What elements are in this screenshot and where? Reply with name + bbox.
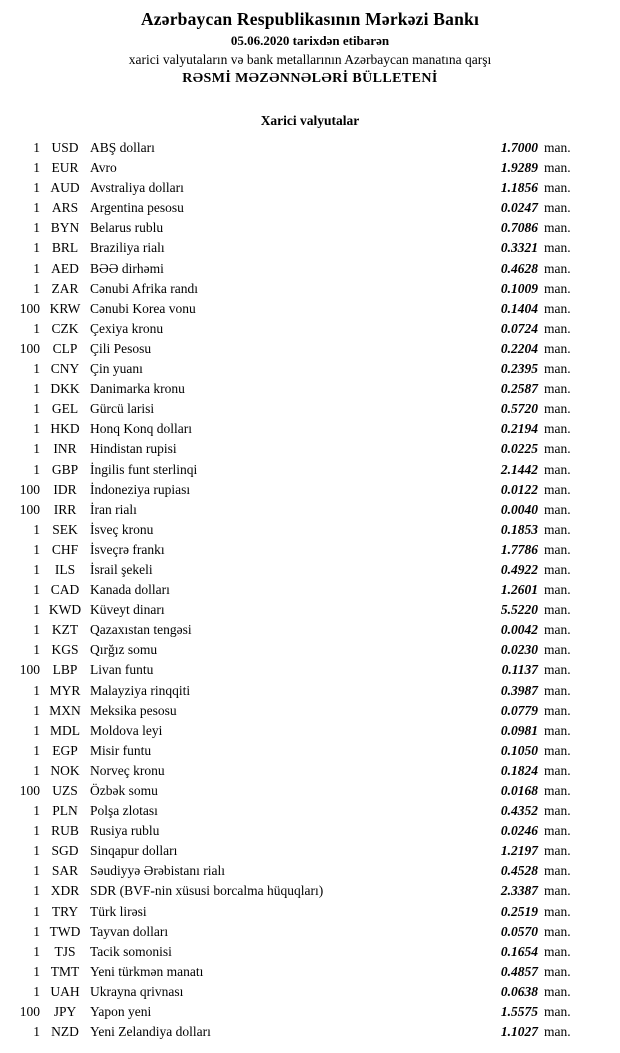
currency-name: Sinqapur dolları — [90, 843, 178, 859]
currency-unit: man. — [544, 983, 571, 999]
currency-rate: 1.1856 — [500, 180, 538, 196]
currency-quantity: 1 — [33, 843, 40, 859]
currency-name: Danimarka kronu — [90, 381, 185, 397]
currency-row — [0, 238, 620, 258]
currency-code: KZT — [51, 622, 79, 638]
currency-unit: man. — [544, 762, 571, 778]
currency-unit: man. — [544, 401, 571, 417]
currency-quantity: 1 — [33, 1024, 40, 1040]
currency-unit: man. — [544, 260, 571, 276]
currency-code: CZK — [51, 320, 79, 336]
currency-code: INR — [53, 441, 77, 457]
currency-code: UAH — [50, 983, 80, 999]
section-title-foreign-currencies: Xarici valyutalar — [260, 113, 360, 128]
currency-quantity: 1 — [33, 160, 40, 176]
currency-name: ABŞ dolları — [90, 140, 155, 155]
currency-row — [0, 841, 620, 861]
currency-rate: 0.1404 — [500, 300, 538, 316]
currency-code: PLN — [52, 803, 78, 819]
currency-quantity: 100 — [19, 340, 40, 356]
currency-code: TRY — [51, 903, 79, 919]
currency-unit: man. — [544, 943, 571, 959]
currency-name: Polşa zlotası — [90, 803, 158, 819]
currency-row — [0, 922, 620, 942]
currency-code: KGS — [51, 642, 79, 658]
currency-code: TMT — [50, 963, 80, 979]
currency-code: MXN — [49, 702, 81, 718]
currency-quantity: 1 — [33, 461, 40, 477]
currency-unit: man. — [544, 863, 571, 879]
currency-rate: 0.4857 — [500, 963, 538, 979]
currency-unit: man. — [544, 722, 571, 738]
currency-name: Moldova leyi — [90, 722, 163, 738]
currency-row — [0, 881, 620, 901]
currency-name: Özbək somu — [90, 783, 158, 798]
currency-rate: 0.2194 — [500, 421, 538, 437]
currency-name: Belarus rublu — [90, 220, 164, 236]
currency-row — [0, 198, 620, 218]
currency-row — [0, 1022, 620, 1042]
currency-name: Kanada dolları — [90, 582, 170, 598]
currency-code: MYR — [49, 682, 81, 698]
currency-rate: 0.4352 — [500, 803, 538, 819]
currency-quantity: 1 — [33, 441, 40, 457]
currency-name: Gürcü larisi — [90, 401, 155, 417]
currency-row — [0, 982, 620, 1002]
currency-rate: 0.0779 — [500, 702, 538, 718]
currency-code: MDL — [50, 722, 80, 738]
currency-row — [0, 218, 620, 238]
currency-rate: 1.1027 — [500, 1024, 538, 1040]
currency-rates-table — [0, 138, 620, 1042]
currency-rate: 0.1654 — [500, 943, 538, 959]
currency-code: IRR — [53, 501, 77, 517]
bulletin-title: RƏSMİ MƏZƏNNƏLƏRİ BÜLLETENİ — [182, 71, 438, 86]
currency-unit: man. — [544, 140, 571, 155]
currency-quantity: 1 — [33, 561, 40, 577]
currency-unit: man. — [544, 481, 571, 497]
currency-name: Tayvan dolları — [90, 923, 169, 939]
currency-row — [0, 660, 620, 680]
currency-code: CAD — [50, 582, 80, 598]
currency-quantity: 1 — [33, 762, 40, 778]
currency-unit: man. — [544, 582, 571, 598]
currency-row — [0, 721, 620, 741]
currency-rate: 0.0042 — [500, 622, 538, 638]
currency-code: SAR — [51, 863, 79, 879]
currency-code: NZD — [51, 1024, 79, 1040]
currency-rate: 0.0122 — [500, 481, 538, 497]
currency-rate: 1.5575 — [500, 1004, 538, 1020]
currency-quantity: 1 — [33, 381, 40, 397]
currency-quantity: 1 — [33, 963, 40, 979]
currency-code: AED — [51, 260, 79, 276]
currency-unit: man. — [544, 1024, 571, 1040]
currency-row — [0, 741, 620, 761]
currency-quantity: 1 — [33, 983, 40, 999]
currency-rate: 0.5720 — [500, 401, 538, 417]
currency-quantity: 1 — [33, 923, 40, 939]
currency-name: Meksika pesosu — [90, 702, 177, 718]
currency-quantity: 1 — [33, 180, 40, 196]
currency-code: GBP — [51, 461, 79, 477]
currency-row — [0, 299, 620, 319]
currency-name: Ukrayna qrivnası — [90, 983, 184, 999]
bank-title: Azərbaycan Respublikasının Mərkəzi Bankı — [140, 9, 480, 29]
currency-rate: 5.5220 — [500, 602, 538, 618]
currency-rate: 0.2519 — [500, 903, 538, 919]
currency-row — [0, 861, 620, 881]
currency-quantity: 1 — [33, 521, 40, 537]
currency-rate: 1.9289 — [500, 160, 538, 176]
currency-code: BRL — [51, 240, 79, 256]
currency-quantity: 100 — [19, 501, 40, 517]
currency-unit: man. — [544, 361, 571, 377]
currency-rate: 0.2395 — [500, 361, 538, 377]
currency-name: Avro — [90, 160, 117, 176]
currency-code: SGD — [51, 843, 79, 859]
currency-unit: man. — [544, 903, 571, 919]
currency-row — [0, 178, 620, 198]
currency-row — [0, 339, 620, 359]
currency-code: LBP — [52, 662, 78, 678]
currency-name: Çili Pesosu — [90, 340, 152, 356]
currency-code: EUR — [51, 160, 79, 176]
currency-name: Küveyt dinarı — [90, 602, 165, 618]
currency-quantity: 1 — [33, 320, 40, 336]
currency-name: BƏƏ dirhəmi — [90, 260, 164, 276]
currency-unit: man. — [544, 300, 571, 316]
currency-code: KWD — [48, 602, 82, 618]
currency-name: SDR (BVF-nin xüsusi borcalma hüquqları) — [90, 883, 324, 899]
currency-quantity: 1 — [33, 622, 40, 638]
currency-name: Yeni türkmən manatı — [90, 963, 204, 979]
currency-unit: man. — [544, 742, 571, 758]
currency-code: BYN — [50, 220, 80, 236]
currency-name: Tacik somonisi — [90, 943, 172, 959]
currency-code: JPY — [53, 1004, 77, 1020]
currency-rate: 0.1853 — [500, 521, 538, 537]
currency-rate: 0.3321 — [500, 240, 538, 256]
currency-row — [0, 279, 620, 299]
currency-rate: 1.2197 — [500, 843, 538, 859]
currency-rate: 0.1824 — [500, 762, 538, 778]
currency-unit: man. — [544, 220, 571, 236]
currency-code: HKD — [50, 421, 80, 437]
currency-name: Yapon yeni — [90, 1004, 152, 1020]
currency-rate: 1.7000 — [500, 140, 538, 155]
currency-code: DKK — [50, 381, 80, 397]
currency-row — [0, 902, 620, 922]
currency-rate: 0.0638 — [500, 983, 538, 999]
bulletin-header — [0, 9, 620, 87]
currency-unit: man. — [544, 320, 571, 336]
currency-quantity: 100 — [19, 783, 40, 798]
currency-unit: man. — [544, 702, 571, 718]
currency-unit: man. — [544, 441, 571, 457]
currency-row — [0, 761, 620, 781]
currency-name: Qazaxıstan tengəsi — [90, 622, 192, 638]
currency-row — [0, 580, 620, 600]
currency-unit: man. — [544, 340, 571, 356]
currency-rate: 0.2204 — [500, 340, 538, 356]
currency-unit: man. — [544, 561, 571, 577]
currency-code: NOK — [50, 762, 80, 778]
currency-code: RUB — [51, 823, 79, 839]
currency-row — [0, 821, 620, 841]
currency-unit: man. — [544, 240, 571, 256]
currency-quantity: 100 — [19, 1004, 40, 1020]
currency-unit: man. — [544, 682, 571, 698]
currency-code: GEL — [51, 401, 79, 417]
currency-unit: man. — [544, 923, 571, 939]
currency-quantity: 1 — [33, 582, 40, 598]
currency-name: Hindistan rupisi — [90, 441, 177, 457]
currency-quantity: 1 — [33, 240, 40, 256]
currency-name: Argentina pesosu — [90, 200, 184, 216]
currency-quantity: 1 — [33, 541, 40, 557]
currency-quantity: 1 — [33, 280, 40, 296]
currency-name: Çexiya kronu — [90, 320, 164, 336]
currency-quantity: 1 — [33, 742, 40, 758]
currency-unit: man. — [544, 180, 571, 196]
currency-unit: man. — [544, 823, 571, 839]
currency-row — [0, 600, 620, 620]
currency-row — [0, 781, 620, 801]
currency-code: KRW — [49, 300, 81, 316]
currency-row — [0, 962, 620, 982]
currency-unit: man. — [544, 602, 571, 618]
currency-rate: 0.2587 — [500, 381, 538, 397]
currency-code: TWD — [49, 923, 81, 939]
currency-name: Cənubi Afrika randı — [90, 280, 198, 296]
currency-unit: man. — [544, 160, 571, 176]
currency-unit: man. — [544, 521, 571, 537]
currency-row — [0, 801, 620, 821]
currency-unit: man. — [544, 381, 571, 397]
currency-name: Honq Konq dolları — [90, 421, 192, 437]
currency-rate: 1.7786 — [500, 541, 538, 557]
currency-row — [0, 319, 620, 339]
currency-code: TJS — [54, 943, 76, 959]
currency-code: CLP — [52, 340, 78, 356]
currency-name: Norveç kronu — [90, 762, 165, 778]
currency-row — [0, 419, 620, 439]
currency-name: Malayziya rinqqiti — [90, 682, 191, 698]
currency-name: İngilis funt sterlinqi — [90, 461, 198, 477]
effective-date-line: 05.06.2020 tarixdən etibarən — [230, 33, 390, 48]
currency-rate: 0.0040 — [500, 501, 538, 517]
currency-code: SEK — [52, 521, 78, 537]
currency-unit: man. — [544, 421, 571, 437]
currency-code: XDR — [50, 883, 80, 899]
currency-unit: man. — [544, 501, 571, 517]
currency-row — [0, 158, 620, 178]
currency-name: İsveç kronu — [90, 521, 154, 537]
currency-rate: 0.0724 — [500, 320, 538, 336]
currency-rate: 0.4528 — [500, 863, 538, 879]
currency-name: Misir funtu — [90, 742, 152, 758]
currency-row — [0, 259, 620, 279]
currency-unit: man. — [544, 803, 571, 819]
currency-code: AUD — [50, 180, 80, 196]
currency-code: EGP — [52, 742, 78, 758]
currency-row — [0, 681, 620, 701]
currency-unit: man. — [544, 622, 571, 638]
currency-row — [0, 942, 620, 962]
currency-name: Çin yuanı — [90, 361, 143, 377]
currency-code: ZAR — [51, 280, 79, 296]
currency-unit: man. — [544, 1004, 571, 1020]
currency-rate: 0.4922 — [500, 561, 538, 577]
currency-unit: man. — [544, 883, 571, 899]
currency-rate: 0.0168 — [500, 783, 538, 798]
currency-rate: 0.1009 — [500, 280, 538, 296]
currency-quantity: 1 — [33, 642, 40, 658]
currency-quantity: 1 — [33, 903, 40, 919]
currency-quantity: 1 — [33, 722, 40, 738]
currency-rate: 0.0225 — [500, 441, 538, 457]
currency-rate: 0.0247 — [500, 200, 538, 216]
currency-code: ILS — [54, 561, 76, 577]
currency-unit: man. — [544, 280, 571, 296]
currency-unit: man. — [544, 461, 571, 477]
currency-quantity: 1 — [33, 883, 40, 899]
currency-quantity: 1 — [33, 823, 40, 839]
currency-quantity: 100 — [19, 662, 40, 678]
currency-name: İndoneziya rupiası — [90, 481, 191, 497]
currency-name: Braziliya rialı — [90, 240, 165, 256]
currency-name: Rusiya rublu — [90, 823, 160, 839]
currency-rate: 1.2601 — [500, 582, 538, 598]
currency-code: CNY — [50, 361, 80, 377]
currency-rate: 0.0981 — [500, 722, 538, 738]
currency-quantity: 1 — [33, 200, 40, 216]
currency-unit: man. — [544, 843, 571, 859]
currency-row — [0, 399, 620, 419]
currency-quantity: 1 — [33, 140, 40, 155]
currency-rate: 0.1050 — [500, 742, 538, 758]
currency-rate: 0.0246 — [500, 823, 538, 839]
currency-quantity: 1 — [33, 682, 40, 698]
currency-rate: 0.4628 — [500, 260, 538, 276]
currency-name: İran rialı — [90, 501, 137, 517]
currency-code: USD — [51, 140, 79, 155]
currency-rate: 0.0570 — [500, 923, 538, 939]
currency-row — [0, 620, 620, 640]
currency-name: Türk lirəsi — [90, 903, 147, 919]
currency-code: CHF — [51, 541, 79, 557]
currency-quantity: 1 — [33, 260, 40, 276]
currency-row — [0, 480, 620, 500]
currency-name: Livan funtu — [90, 662, 154, 678]
currency-rate: 0.7086 — [500, 220, 538, 236]
currency-quantity: 1 — [33, 803, 40, 819]
currency-row — [0, 1002, 620, 1022]
currency-unit: man. — [544, 963, 571, 979]
currency-row — [0, 560, 620, 580]
currency-unit: man. — [544, 541, 571, 557]
currency-name: Cənubi Korea vonu — [90, 300, 196, 316]
currency-code: ARS — [51, 200, 79, 216]
currency-row — [0, 500, 620, 520]
currency-quantity: 1 — [33, 421, 40, 437]
currency-unit: man. — [544, 783, 571, 798]
currency-quantity: 1 — [33, 401, 40, 417]
currency-name: Qırğız somu — [90, 642, 158, 658]
currency-unit: man. — [544, 642, 571, 658]
currency-row — [0, 640, 620, 660]
currency-rate: 0.3987 — [500, 682, 538, 698]
currency-quantity: 1 — [33, 702, 40, 718]
currency-row — [0, 359, 620, 379]
currency-quantity: 1 — [33, 863, 40, 879]
currency-row — [0, 520, 620, 540]
currency-row — [0, 460, 620, 480]
currency-rate: 0.1137 — [501, 662, 538, 678]
currency-unit: man. — [544, 200, 571, 216]
currency-quantity: 100 — [19, 481, 40, 497]
currency-quantity: 1 — [33, 361, 40, 377]
currency-name: Səudiyyə Ərəbistanı rialı — [90, 863, 225, 879]
currency-quantity: 1 — [33, 943, 40, 959]
subtitle-line: xarici valyutaların və bank metallarının Azərbaycan manatına qarşı — [128, 52, 492, 67]
currency-quantity: 1 — [33, 220, 40, 236]
currency-row — [0, 439, 620, 459]
currency-quantity: 100 — [19, 300, 40, 316]
currency-rate: 2.3387 — [500, 883, 538, 899]
currency-row — [0, 138, 620, 158]
currency-row — [0, 701, 620, 721]
currency-unit: man. — [544, 662, 571, 678]
currency-row — [0, 379, 620, 399]
currency-name: Avstraliya dolları — [90, 180, 184, 196]
currency-row — [0, 540, 620, 560]
currency-name: Yeni Zelandiya dolları — [90, 1024, 211, 1040]
currency-rate: 2.1442 — [500, 461, 538, 477]
currency-name: İsveçrə frankı — [90, 541, 165, 557]
currency-rate: 0.0230 — [500, 642, 538, 658]
currency-name: İsrail şekeli — [90, 561, 153, 577]
currency-code: UZS — [52, 783, 78, 798]
currency-quantity: 1 — [33, 602, 40, 618]
currency-code: IDR — [53, 481, 77, 497]
